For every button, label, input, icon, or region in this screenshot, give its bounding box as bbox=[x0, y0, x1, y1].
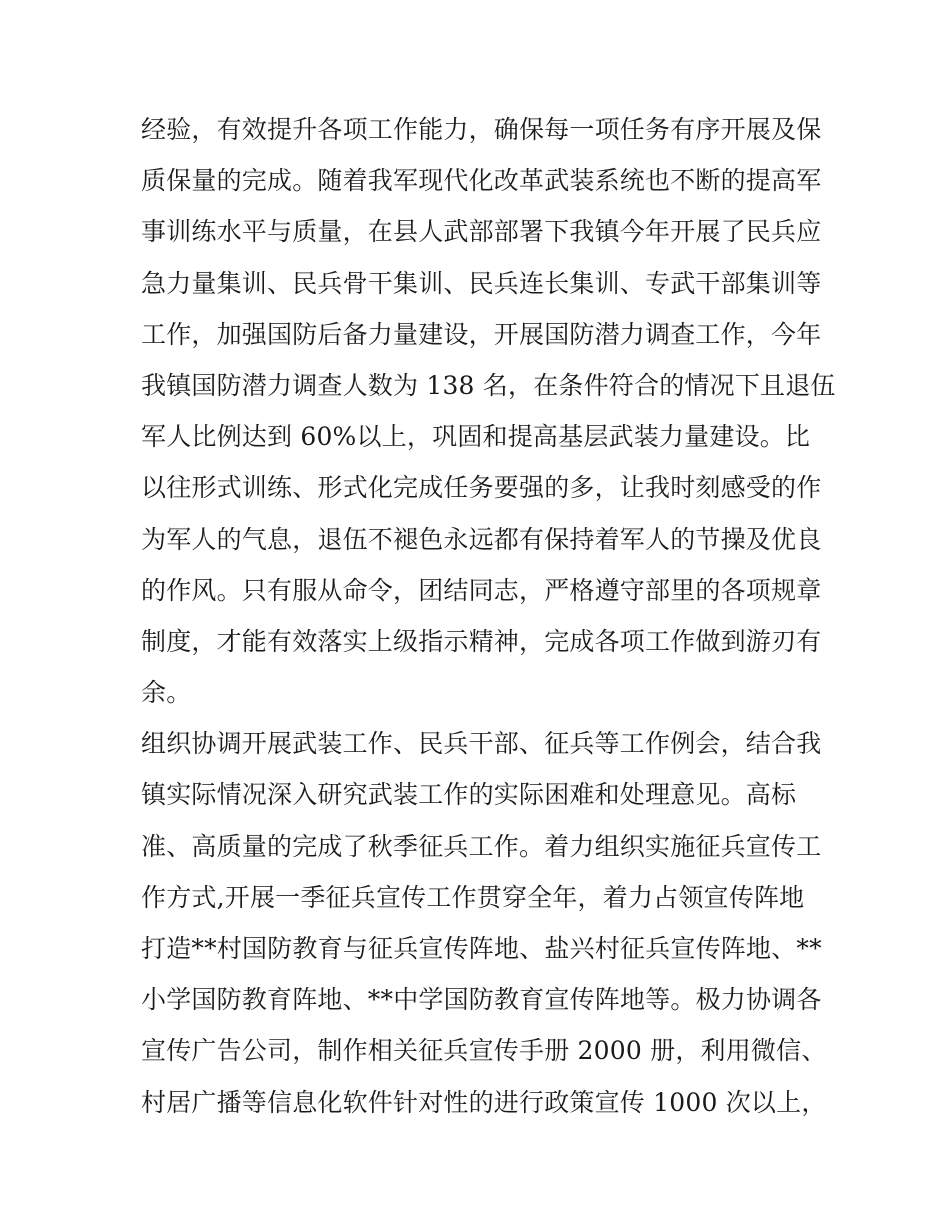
text-line: 镇实际情况深入研究武装工作的实际困难和处理意见。高标 bbox=[141, 780, 797, 810]
text-line: 小学国防教育阵地、**中学国防教育宣传阵地等。极力协调各 bbox=[141, 985, 822, 1015]
text-line: 的作风。只有服从命令，团结同志，严格遵守部里的各项规章 bbox=[141, 575, 822, 605]
text-line: 军人比例达到 60%以上，巩固和提高基层武装力量建设。比 bbox=[141, 422, 811, 452]
text-line: 余。 bbox=[141, 678, 192, 708]
text-line: 准、高质量的完成了秋季征兵工作。着力组织实施征兵宣传工 bbox=[141, 831, 822, 861]
body-text bbox=[141, 104, 836, 1128]
text-line: 以往形式训练、形式化完成任务要强的多，让我时刻感受的作 bbox=[141, 473, 822, 503]
text-line: 制度，才能有效落实上级指示精神，完成各项工作做到游刃有 bbox=[141, 626, 822, 656]
text-line: 我镇国防潜力调查人数为 138 名，在条件符合的情况下且退伍 bbox=[141, 370, 836, 400]
text-line: 急力量集训、民兵骨干集训、民兵连长集训、专武干部集训等 bbox=[141, 268, 822, 298]
text-line: 为军人的气息，退伍不褪色永远都有保持着军人的节操及优良 bbox=[141, 524, 822, 554]
text-line: 组织协调开展武装工作、民兵干部、征兵等工作例会，结合我 bbox=[141, 729, 822, 759]
text-line: 事训练水平与质量，在县人武部部署下我镇今年开展了民兵应 bbox=[141, 217, 822, 247]
text-line: 作方式,开展一季征兵宣传工作贯穿全年，着力占领宣传阵地 bbox=[141, 882, 805, 912]
text-line: 宣传广告公司，制作相关征兵宣传手册 2000 册，利用微信、 bbox=[141, 1036, 827, 1066]
text-line: 质保量的完成。随着我军现代化改革武装系统也不断的提高军 bbox=[141, 166, 822, 196]
text-line: 工作，加强国防后备力量建设，开展国防潜力调查工作，今年 bbox=[141, 319, 822, 349]
text-line: 经验，有效提升各项工作能力，确保每一项任务有序开展及保 bbox=[141, 115, 822, 144]
text-line: 村居广播等信息化软件针对性的进行政策宣传 1000 次以上， bbox=[141, 1087, 827, 1117]
text-line: 打造**村国防教育与征兵宣传阵地、盐兴村征兵宣传阵地、** bbox=[141, 934, 822, 963]
